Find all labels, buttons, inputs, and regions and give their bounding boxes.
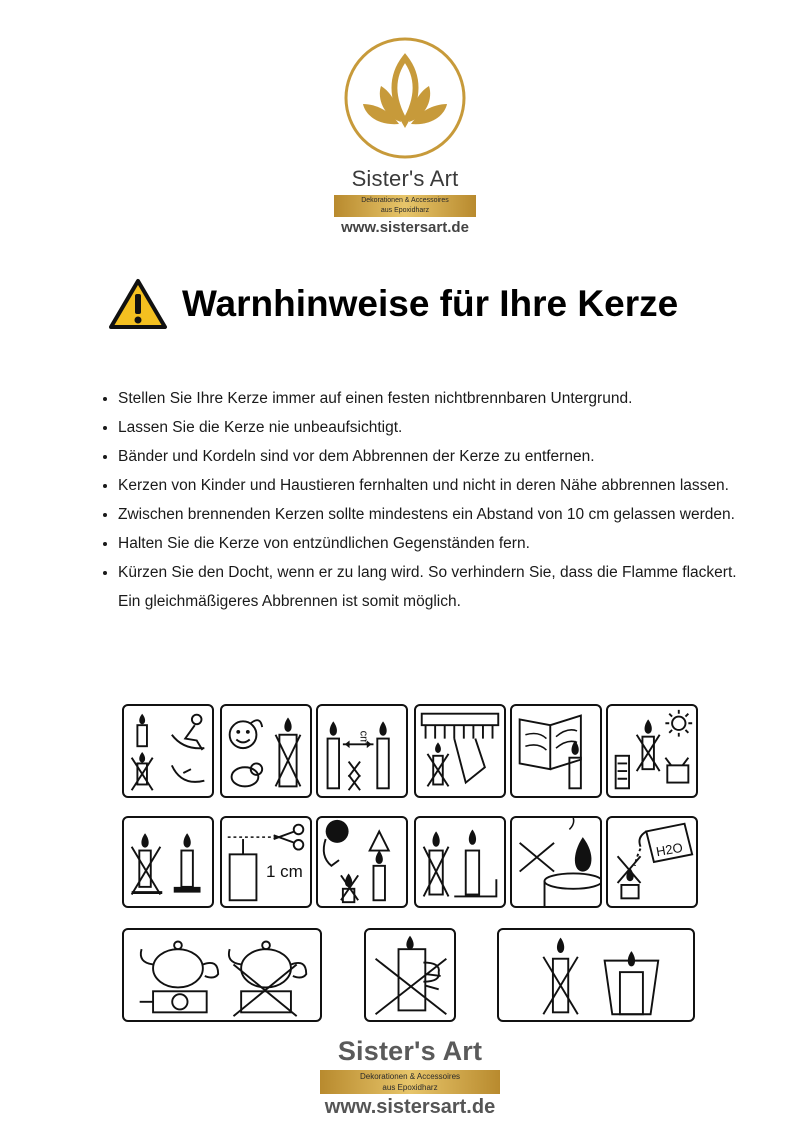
- water-label: H2O: [654, 839, 684, 860]
- warning-item: • Kerzen von Kinder und Haustieren fernhalten und nicht in deren Nähe abbrennen lassen.: [118, 471, 758, 500]
- brand-tagline-1: Dekorationen & Accessoires: [361, 197, 449, 204]
- brand-name: Sister's Art: [351, 166, 459, 191]
- warning-item: • Stellen Sie Ihre Kerze immer auf einen festen nichtbrennbaren Untergrund.: [118, 384, 758, 413]
- candle-distance-icon: [318, 706, 406, 796]
- warning-item: • Zwischen brennenden Kerzen sollte mindestens ein Abstand von 10 cm gelassen werden.: [118, 500, 758, 529]
- candle-rocking-chair-icon: [124, 706, 212, 796]
- pictogram-curtains: [414, 704, 506, 798]
- warning-list: [98, 384, 758, 616]
- warning-item: • Lassen Sie die Kerze nie unbeaufsichtigt.: [118, 413, 758, 442]
- candle-sun-tv-icon: [608, 706, 696, 796]
- brand-logo-top: [330, 36, 480, 236]
- warning-item: • Bänder und Kordeln sind vor dem Abbrennen der Kerze zu entfernen.: [118, 442, 758, 471]
- brand-tagline-1: Dekorationen & Accessoires: [359, 1072, 461, 1081]
- child-pet-candle-icon: [222, 706, 310, 796]
- page-title-row: [108, 274, 728, 334]
- pictogram-flammable: [510, 704, 602, 798]
- brand-url: www.sistersart.de: [341, 219, 469, 236]
- teapot-candle-icon: [124, 930, 320, 1020]
- wick-length-label: 1 cm: [266, 862, 303, 881]
- warning-item: • Kürzen Sie den Docht, wenn er zu lang wird. So verhindern Sie, dass die Flamme flackert. Ein gleichmäßigeres Abbrennen ist somit möglich.: [118, 558, 758, 616]
- brand-tagline-2: aus Epoxidharz: [382, 1083, 438, 1092]
- pictogram-distance: [316, 704, 408, 798]
- water-candle-icon: [608, 818, 696, 906]
- brand-tagline-band: [334, 195, 476, 217]
- distance-label: cm: [357, 730, 370, 746]
- blow-out-candle-icon: [318, 818, 406, 906]
- pictogram-large-flame: [510, 816, 602, 908]
- pictogram-unattended: [122, 704, 214, 798]
- candles-wind-icon: [416, 818, 504, 906]
- page-title: Warnhinweise für Ihre Kerze: [182, 283, 679, 324]
- pictogram-draft: [414, 816, 506, 908]
- candle-curtain-icon: [416, 706, 504, 796]
- pictogram-no-carry: [364, 928, 456, 1022]
- brand-name: Sister's Art: [337, 1036, 483, 1066]
- hand-candle-icon: [366, 930, 454, 1020]
- pictogram-children-pets: [220, 704, 312, 798]
- candle-book-icon: [512, 706, 600, 796]
- brand-logo-bottom: [310, 1036, 510, 1119]
- pictogram-heat-sources: [606, 704, 698, 798]
- lotus-logo-icon: [343, 36, 467, 160]
- brand-tagline-2: aus Epoxidharz: [380, 207, 430, 214]
- brand-url: www.sistersart.de: [324, 1096, 496, 1118]
- pictogram-base: [122, 816, 214, 908]
- pictogram-trim-wick: [220, 816, 312, 908]
- large-flame-icon: [512, 818, 600, 906]
- warning-item: • Halten Sie die Kerze von entzündlichen Gegenständen fern.: [118, 529, 758, 558]
- pictogram-extinguish: [316, 816, 408, 908]
- brand-tagline-band: [320, 1070, 500, 1094]
- pictogram-no-water: [606, 816, 698, 908]
- pictogram-use-holder: [497, 928, 695, 1022]
- candle-glass-icon: [499, 930, 693, 1020]
- candle-holder-icon: [124, 818, 212, 906]
- warning-triangle-icon: [108, 278, 168, 330]
- pictogram-no-heating: [122, 928, 322, 1022]
